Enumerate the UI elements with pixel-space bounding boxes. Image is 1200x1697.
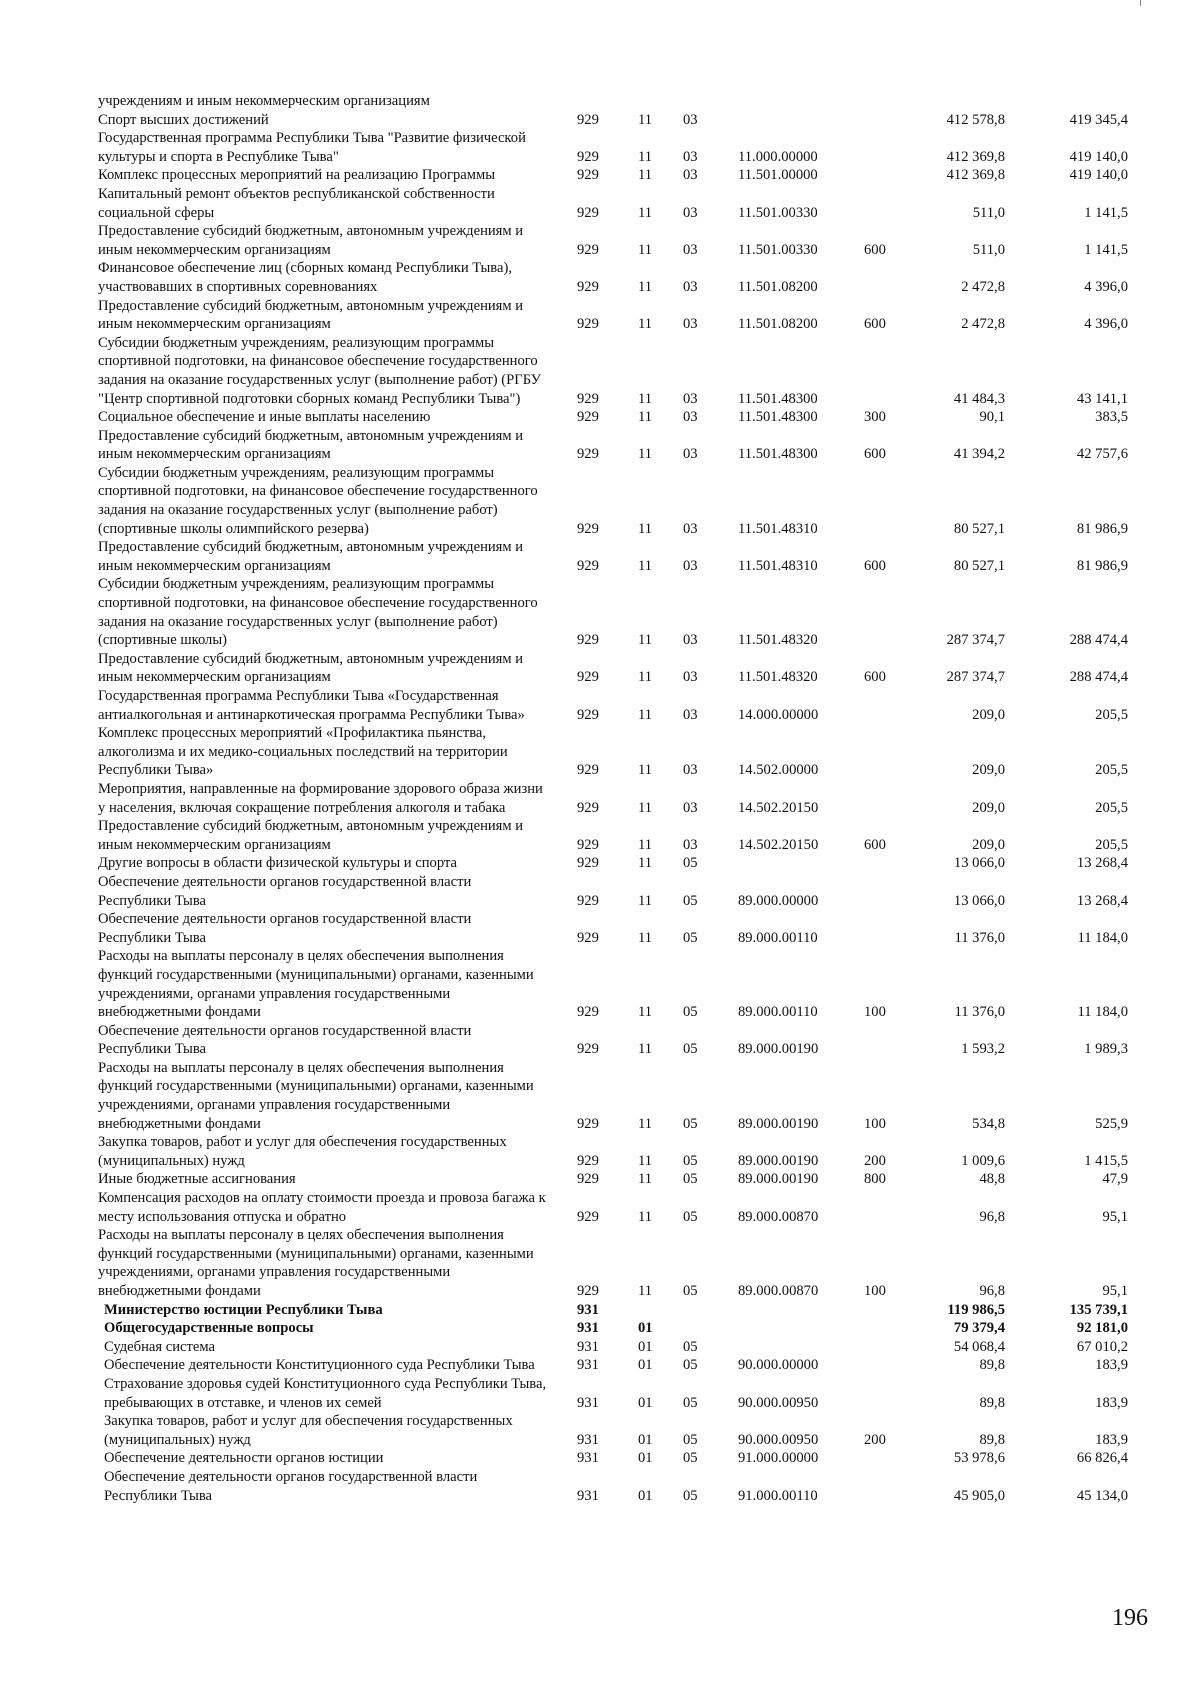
expense-type-code: 100	[864, 1115, 886, 1132]
section-code: 11	[638, 1041, 653, 1058]
amount-year-1: 41 484,3	[953, 390, 1005, 407]
amount-year-1: 96,8	[979, 1283, 1005, 1299]
amount-year-2: 1 989,3	[1084, 1041, 1128, 1058]
ministry-code: 929	[577, 706, 599, 723]
section-code: 01	[638, 1338, 653, 1355]
subsection-code: 03	[683, 409, 698, 426]
row-name: Обеспечение деятельности органов государственной власти Республики Тыва	[98, 873, 472, 909]
amount-year-2: 205,5	[1095, 836, 1128, 853]
table-row	[0, 780, 1200, 817]
section-code: 11	[638, 557, 653, 574]
subsection-code: 03	[683, 557, 698, 574]
budget-table	[0, 92, 1200, 1505]
ministry-code: 931	[577, 1301, 599, 1318]
expense-type-code: 600	[864, 836, 886, 853]
amount-year-2: 205,5	[1095, 706, 1128, 723]
table-row	[0, 222, 1200, 259]
amount-year-2: 1 141,5	[1084, 241, 1128, 258]
subsection-code: 03	[683, 446, 698, 463]
target-article-code: 89.000.00190	[738, 1115, 819, 1132]
section-code: 11	[638, 1171, 653, 1188]
section-code: 01	[638, 1450, 653, 1467]
amount-year-2: 419 140,0	[1069, 148, 1128, 165]
row-name: Закупка товаров, работ и услуг для обеспечения государственных (муниципальных) нужд	[98, 1134, 507, 1169]
section-code: 11	[638, 706, 653, 723]
amount-year-1: 79 379,4	[953, 1320, 1005, 1337]
amount-year-2: 4 396,0	[1084, 278, 1128, 295]
target-article-code: 11.501.08200	[738, 278, 818, 295]
target-article-code: 14.502.20150	[738, 799, 819, 816]
expense-type-code: 600	[864, 557, 886, 574]
ministry-code: 931	[577, 1450, 599, 1467]
amount-year-2: 183,9	[1095, 1357, 1128, 1374]
target-article-code: 89.000.00190	[738, 1171, 819, 1188]
amount-year-1: 53 978,6	[953, 1450, 1005, 1467]
ministry-code: 929	[577, 1171, 599, 1188]
expense-type-code: 600	[864, 446, 886, 463]
amount-year-1: 412 369,8	[946, 148, 1005, 165]
table-row	[0, 873, 1200, 910]
amount-year-1: 1 009,6	[961, 1152, 1005, 1169]
row-name: Мероприятия, направленные на формирование здорового образа жизни у населения, включая сокращение потребления алкоголя и табака	[98, 780, 543, 816]
amount-year-1: 209,0	[972, 799, 1005, 816]
amount-year-2: 11 184,0	[1077, 1004, 1128, 1021]
subsection-code: 05	[683, 1338, 698, 1355]
amount-year-1: 412 369,8	[946, 167, 1005, 184]
amount-year-2: 183,9	[1095, 1394, 1128, 1411]
target-article-code: 89.000.00110	[738, 1004, 818, 1021]
row-name: Закупка товаров, работ и услуг для обеспечения государственных (муниципальных) нужд	[104, 1413, 513, 1448]
row-name: учреждениям и иным некоммерческим организациям	[98, 93, 430, 109]
section-code: 11	[638, 836, 653, 853]
amount-year-2: 1 141,5	[1084, 204, 1128, 221]
expense-type-code: 600	[864, 241, 886, 258]
section-code: 11	[638, 316, 653, 333]
amount-year-1: 209,0	[972, 762, 1005, 779]
subsection-code: 03	[683, 762, 698, 779]
table-row	[0, 1226, 1200, 1300]
section-code: 11	[638, 632, 653, 649]
amount-year-2: 95,1	[1102, 1283, 1128, 1299]
section-code: 01	[638, 1431, 653, 1448]
section-code: 11	[638, 167, 653, 184]
ministry-code: 929	[577, 204, 599, 221]
row-name: Комплекс процессных мероприятий на реализацию Программы	[98, 167, 496, 184]
table-row	[0, 408, 1200, 427]
amount-year-1: 80 527,1	[953, 520, 1005, 537]
subsection-code: 05	[683, 1115, 698, 1132]
amount-year-2: 183,9	[1095, 1431, 1128, 1448]
ministry-code: 929	[577, 316, 599, 333]
subsection-code: 05	[683, 1171, 698, 1188]
table-row	[0, 1338, 1200, 1357]
table-row	[0, 947, 1200, 1021]
table-row	[0, 92, 1200, 111]
expense-type-code: 200	[864, 1431, 886, 1448]
target-article-code: 11.501.48300	[738, 409, 818, 426]
amount-year-2: 81 986,9	[1076, 520, 1128, 537]
amount-year-1: 511,0	[972, 241, 1005, 258]
row-name: Компенсация расходов на оплату стоимости проезда и провоза багажа к месту использования отпуска и обратно	[98, 1190, 546, 1225]
ministry-code: 929	[577, 892, 599, 909]
amount-year-2: 43 141,1	[1076, 390, 1128, 407]
target-article-code: 14.000.00000	[738, 706, 819, 723]
target-article-code: 14.502.00000	[738, 762, 819, 779]
subsection-code: 05	[683, 1357, 698, 1374]
amount-year-2: 45 134,0	[1076, 1487, 1128, 1504]
target-article-code: 11.501.00330	[738, 241, 818, 258]
amount-year-1: 48,8	[979, 1171, 1005, 1188]
expense-type-code: 200	[864, 1152, 886, 1169]
target-article-code: 11.501.08200	[738, 316, 818, 333]
table-row	[0, 1356, 1200, 1375]
target-article-code: 11.501.48300	[738, 390, 818, 407]
amount-year-2: 205,5	[1095, 762, 1128, 779]
ministry-code: 929	[577, 1115, 599, 1132]
amount-year-1: 209,0	[972, 836, 1005, 853]
row-name: Расходы на выплаты персоналу в целях обеспечения выполнения функций государственными (муниципальными) органами, казенными учреждениями, органами управления государственными внебюджетными фондами	[98, 1059, 534, 1132]
ministry-code: 929	[577, 409, 599, 426]
amount-year-2: 81 986,9	[1076, 557, 1128, 574]
target-article-code: 14.502.20150	[738, 836, 819, 853]
row-name: Обеспечение деятельности органов государственной власти Республики Тыва	[104, 1468, 478, 1504]
row-name: Обеспечение деятельности органов государственной власти Республики Тыва	[98, 1022, 472, 1058]
section-code: 11	[638, 762, 653, 779]
subsection-code: 03	[683, 167, 698, 184]
ministry-code: 929	[577, 1283, 599, 1299]
amount-year-1: 534,8	[972, 1115, 1005, 1132]
amount-year-1: 89,8	[979, 1394, 1005, 1411]
amount-year-2: 47,9	[1102, 1171, 1128, 1188]
subsection-code: 05	[683, 1004, 698, 1021]
row-name: Предоставление субсидий бюджетным, автономным учреждениям и иным некоммерческим организациям	[98, 539, 524, 574]
section-code: 11	[638, 1152, 653, 1169]
row-name: Обеспечение деятельности Конституционного суда Республики Тыва	[104, 1357, 535, 1374]
amount-year-2: 383,5	[1095, 409, 1128, 426]
ministry-code: 929	[577, 111, 599, 128]
table-row	[0, 650, 1200, 687]
table-row	[0, 185, 1200, 222]
amount-year-1: 209,0	[972, 706, 1005, 723]
table-row	[0, 910, 1200, 947]
amount-year-1: 89,8	[979, 1431, 1005, 1448]
section-code: 11	[638, 1208, 653, 1225]
row-name: Судебная система	[104, 1338, 215, 1355]
table-row	[0, 427, 1200, 464]
ministry-code: 931	[577, 1338, 599, 1355]
subsection-code: 03	[683, 669, 698, 686]
amount-year-1: 90,1	[979, 409, 1005, 426]
amount-year-2: 1 415,5	[1084, 1152, 1128, 1169]
target-article-code: 11.501.00000	[738, 167, 818, 184]
amount-year-2: 13 268,4	[1076, 855, 1128, 872]
ministry-code: 929	[577, 632, 599, 649]
ministry-code: 929	[577, 836, 599, 853]
amount-year-1: 287 374,7	[946, 632, 1005, 649]
amount-year-1: 41 394,2	[953, 446, 1005, 463]
amount-year-1: 511,0	[972, 204, 1005, 221]
ministry-code: 931	[577, 1394, 599, 1411]
target-article-code: 11.501.48310	[738, 520, 818, 537]
amount-year-1: 11 376,0	[954, 1004, 1005, 1021]
amount-year-2: 205,5	[1095, 799, 1128, 816]
row-name: Предоставление субсидий бюджетным, автономным учреждениям и иным некоммерческим организациям	[98, 297, 524, 333]
amount-year-2: 67 010,2	[1076, 1338, 1128, 1355]
table-row	[0, 538, 1200, 575]
row-name: Спорт высших достижений	[98, 111, 269, 128]
section-code: 11	[638, 1115, 653, 1132]
section-code: 11	[638, 111, 653, 128]
section-code: 11	[638, 446, 653, 463]
target-article-code: 91.000.00000	[738, 1450, 819, 1467]
ministry-code: 929	[577, 1208, 599, 1225]
section-code: 01	[638, 1394, 653, 1411]
row-name: Капитальный ремонт объектов республиканской собственности социальной сферы	[98, 185, 495, 221]
amount-year-2: 419 140,0	[1069, 167, 1128, 184]
row-name: Субсидии бюджетным учреждениям, реализующим программы спортивной подготовки, на финансовое обеспечение государственного задания на оказание государственных услуг (выполнение работ) (спортивные школы)	[98, 576, 538, 649]
section-code: 11	[638, 892, 653, 909]
amount-year-1: 89,8	[979, 1357, 1005, 1374]
ministry-code: 929	[577, 241, 599, 258]
amount-year-2: 92 181,0	[1076, 1320, 1128, 1337]
target-article-code: 91.000.00110	[738, 1487, 818, 1504]
target-article-code: 11.501.00330	[738, 204, 818, 221]
section-code: 11	[638, 520, 653, 537]
subsection-code: 03	[683, 278, 698, 295]
target-article-code: 89.000.00870	[738, 1283, 819, 1299]
amount-year-1: 119 986,5	[947, 1301, 1005, 1318]
ministry-code: 929	[577, 446, 599, 463]
row-name: Предоставление субсидий бюджетным, автономным учреждениям и иным некоммерческим организациям	[98, 818, 524, 853]
table-row	[0, 854, 1200, 873]
subsection-code: 03	[683, 241, 698, 258]
ministry-code: 929	[577, 799, 599, 816]
table-row	[0, 575, 1200, 649]
table-row	[0, 1301, 1200, 1320]
table-row	[0, 1412, 1200, 1449]
row-name: Расходы на выплаты персоналу в целях обеспечения выполнения функций государственными (муниципальными) органами, казенными учреждениями, органами управления государственными внебюджетными фондами	[98, 948, 534, 1021]
amount-year-1: 13 066,0	[953, 892, 1005, 909]
expense-type-code: 600	[864, 316, 886, 333]
amount-year-1: 412 578,8	[946, 111, 1005, 128]
target-article-code: 11.000.00000	[738, 148, 818, 165]
table-row	[0, 111, 1200, 130]
expense-type-code: 100	[864, 1283, 886, 1299]
target-article-code: 90.000.00000	[738, 1357, 819, 1374]
section-code: 11	[638, 1004, 653, 1021]
subsection-code: 03	[683, 390, 698, 407]
section-code: 11	[638, 669, 653, 686]
subsection-code: 05	[683, 1152, 698, 1169]
expense-type-code: 600	[864, 669, 886, 686]
expense-type-code: 800	[864, 1171, 886, 1188]
row-name: Субсидии бюджетным учреждениям, реализующим программы спортивной подготовки, на финансовое обеспечение государственного задания на оказание государственных услуг (выполнение работ) (РГБУ "Центр спортивной подготовки сборных команд Республики Тыва")	[98, 334, 541, 407]
ministry-code: 929	[577, 929, 599, 946]
amount-year-1: 80 527,1	[953, 557, 1005, 574]
section-code: 11	[638, 148, 653, 165]
subsection-code: 05	[683, 855, 698, 872]
subsection-code: 03	[683, 706, 698, 723]
row-name: Обеспечение деятельности органов юстиции	[104, 1450, 384, 1467]
subsection-code: 03	[683, 204, 698, 221]
table-row	[0, 1468, 1200, 1505]
ministry-code: 929	[577, 557, 599, 574]
table-row	[0, 1022, 1200, 1059]
subsection-code: 03	[683, 632, 698, 649]
table-row	[0, 129, 1200, 166]
target-article-code: 89.000.00870	[738, 1208, 819, 1225]
target-article-code: 89.000.00190	[738, 1152, 819, 1169]
ministry-code: 929	[577, 278, 599, 295]
subsection-code: 05	[683, 1431, 698, 1448]
target-article-code: 11.501.48320	[738, 669, 818, 686]
ministry-code: 929	[577, 390, 599, 407]
ministry-code: 931	[577, 1320, 599, 1337]
subsection-code: 05	[683, 1394, 698, 1411]
row-name: Министерство юстиции Республики Тыва	[104, 1301, 383, 1318]
target-article-code: 11.501.48300	[738, 446, 818, 463]
section-code: 01	[638, 1357, 653, 1374]
table-row	[0, 166, 1200, 185]
amount-year-2: 288 474,4	[1069, 632, 1128, 649]
row-name: Расходы на выплаты персоналу в целях обеспечения выполнения функций государственными (муниципальными) органами, казенными учреждениями, органами управления государственными внебюджетными фондами	[98, 1227, 534, 1299]
row-name: Финансовое обеспечение лиц (сборных команд Республики Тыва), участвовавших в спортивных соревнованиях	[98, 260, 512, 295]
amount-year-2: 135 739,1	[1069, 1301, 1128, 1318]
amount-year-1: 11 376,0	[954, 929, 1005, 946]
subsection-code: 03	[683, 148, 698, 165]
subsection-code: 03	[683, 316, 698, 333]
ministry-code: 929	[577, 520, 599, 537]
section-code: 01	[638, 1487, 653, 1504]
section-code: 11	[638, 278, 653, 295]
target-article-code: 89.000.00000	[738, 892, 819, 909]
amount-year-2: 4 396,0	[1084, 316, 1128, 333]
amount-year-2: 288 474,4	[1069, 669, 1128, 686]
subsection-code: 05	[683, 1283, 698, 1299]
target-article-code: 11.501.48310	[738, 557, 818, 574]
scan-edge-mark	[1140, 0, 1141, 6]
ministry-code: 929	[577, 669, 599, 686]
row-name: Другие вопросы в области физической культуры и спорта	[98, 855, 457, 872]
table-row	[0, 1059, 1200, 1133]
row-name: Государственная программа Республики Тыва «Государственная антиалкогольная и антинаркотическая программа Республики Тыва»	[98, 688, 525, 723]
subsection-code: 05	[683, 892, 698, 909]
subsection-code: 03	[683, 111, 698, 128]
amount-year-2: 525,9	[1095, 1115, 1128, 1132]
ministry-code: 929	[577, 148, 599, 165]
subsection-code: 05	[683, 1450, 698, 1467]
target-article-code: 90.000.00950	[738, 1431, 819, 1448]
subsection-code: 05	[683, 1041, 698, 1058]
table-row	[0, 1375, 1200, 1412]
table-row	[0, 1133, 1200, 1170]
row-name: Субсидии бюджетным учреждениям, реализующим программы спортивной подготовки, на финансовое обеспечение государственного задания на оказание государственных услуг (выполнение работ) (спортивные школы олимпийского резерва)	[98, 464, 538, 537]
amount-year-1: 2 472,8	[961, 316, 1005, 333]
amount-year-1: 287 374,7	[946, 669, 1005, 686]
page-number: 196	[1112, 1605, 1148, 1631]
section-code: 11	[638, 855, 653, 872]
target-article-code: 90.000.00950	[738, 1394, 819, 1411]
section-code: 11	[638, 204, 653, 221]
section-code: 11	[638, 1283, 653, 1299]
subsection-code: 05	[683, 1487, 698, 1504]
target-article-code: 89.000.00110	[738, 929, 818, 946]
target-article-code: 89.000.00190	[738, 1041, 819, 1058]
subsection-code: 03	[683, 836, 698, 853]
amount-year-2: 95,1	[1102, 1208, 1128, 1225]
table-row	[0, 687, 1200, 724]
subsection-code: 03	[683, 799, 698, 816]
row-name: Социальное обеспечение и иные выплаты населению	[98, 409, 431, 426]
ministry-code: 931	[577, 1487, 599, 1504]
ministry-code: 929	[577, 855, 599, 872]
amount-year-1: 13 066,0	[953, 855, 1005, 872]
ministry-code: 929	[577, 167, 599, 184]
section-code: 11	[638, 390, 653, 407]
expense-type-code: 300	[864, 409, 886, 426]
row-name: Общегосударственные вопросы	[104, 1320, 314, 1337]
amount-year-2: 13 268,4	[1076, 892, 1128, 909]
table-row	[0, 1189, 1200, 1226]
row-name: Государственная программа Республики Тыва "Развитие физической культуры и спорта в Республике Тыва"	[98, 130, 526, 165]
section-code: 11	[638, 929, 653, 946]
ministry-code: 929	[577, 1152, 599, 1169]
table-row	[0, 1319, 1200, 1338]
table-row	[0, 297, 1200, 334]
table-row	[0, 1449, 1200, 1468]
amount-year-2: 42 757,6	[1076, 446, 1128, 463]
table-row	[0, 1170, 1200, 1189]
row-name: Предоставление субсидий бюджетным, автономным учреждениям и иным некоммерческим организациям	[98, 650, 524, 686]
target-article-code: 11.501.48320	[738, 632, 818, 649]
expense-type-code: 100	[864, 1004, 886, 1021]
table-row	[0, 464, 1200, 538]
section-code: 01	[638, 1320, 653, 1337]
section-code: 11	[638, 799, 653, 816]
amount-year-1: 54 068,4	[953, 1338, 1005, 1355]
ministry-code: 929	[577, 762, 599, 779]
ministry-code: 931	[577, 1357, 599, 1374]
section-code: 11	[638, 409, 653, 426]
row-name: Обеспечение деятельности органов государственной власти Республики Тыва	[98, 911, 472, 946]
ministry-code: 929	[577, 1004, 599, 1021]
row-name: Иные бюджетные ассигнования	[98, 1171, 296, 1188]
amount-year-1: 1 593,2	[961, 1041, 1005, 1058]
row-name: Предоставление субсидий бюджетным, автономным учреждениям и иным некоммерческим организациям	[98, 223, 524, 258]
subsection-code: 03	[683, 520, 698, 537]
amount-year-1: 2 472,8	[961, 278, 1005, 295]
amount-year-1: 45 905,0	[953, 1487, 1005, 1504]
row-name: Комплекс процессных мероприятий «Профилактика пьянства, алкоголизма и их медико-социальных последствий на территории Республики Тыва»	[98, 725, 508, 779]
table-row	[0, 817, 1200, 854]
amount-year-2: 419 345,4	[1069, 111, 1128, 128]
section-code: 11	[638, 241, 653, 258]
amount-year-1: 96,8	[979, 1208, 1005, 1225]
row-name: Предоставление субсидий бюджетным, автономным учреждениям и иным некоммерческим организациям	[98, 427, 524, 463]
table-row	[0, 334, 1200, 408]
amount-year-2: 11 184,0	[1077, 929, 1128, 946]
amount-year-2: 66 826,4	[1076, 1450, 1128, 1467]
row-name: Страхование здоровья судей Конституционного суда Республики Тыва, пребывающих в отставке, и членов их семей	[104, 1375, 547, 1411]
ministry-code: 931	[577, 1431, 599, 1448]
table-row	[0, 724, 1200, 780]
table-row	[0, 259, 1200, 296]
subsection-code: 05	[683, 1208, 698, 1225]
subsection-code: 05	[683, 929, 698, 946]
ministry-code: 929	[577, 1041, 599, 1058]
